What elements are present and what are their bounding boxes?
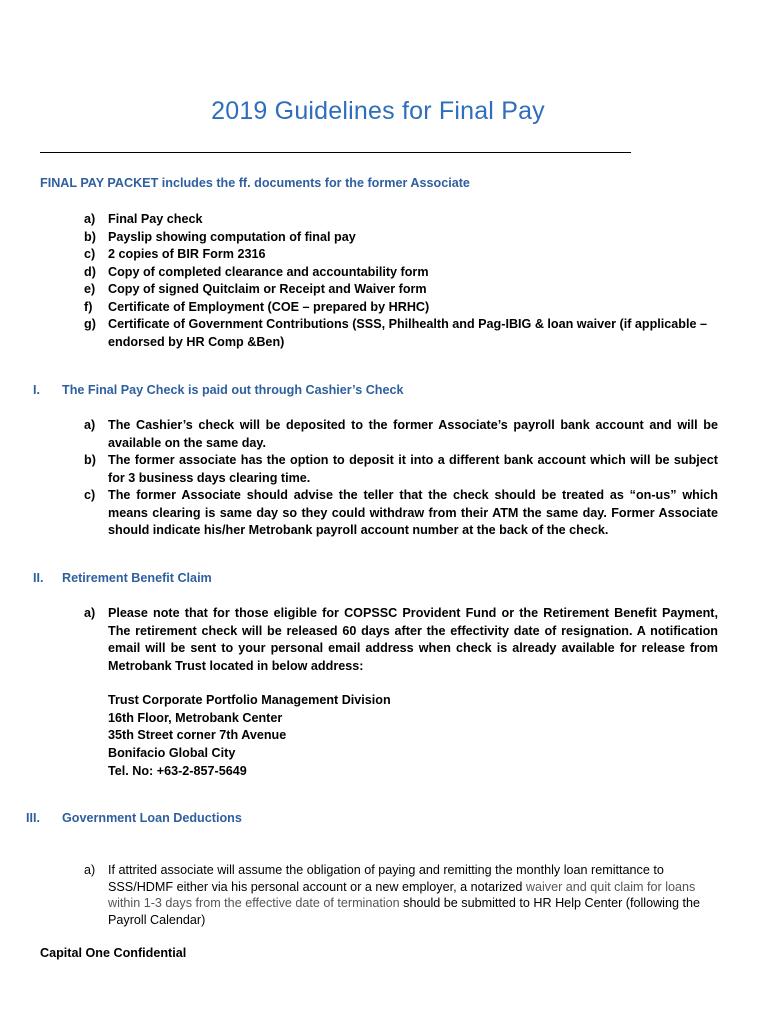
list-item: a) The Cashier’s check will be deposited to the former Associate’s payroll bank account and will be available on the same day. xyxy=(84,418,718,450)
section-2-numeral: II. xyxy=(33,571,44,585)
address-line: Tel. No: +63-2-857-5649 xyxy=(108,763,247,778)
list-item: d) Copy of completed clearance and accountability form xyxy=(84,264,429,279)
section-3-numeral: III. xyxy=(26,811,40,825)
section-1-heading: The Final Pay Check is paid out through Cashier’s Check xyxy=(62,383,404,397)
list-item: a) Please note that for those eligible for COPSSC Provident Fund or the Retirement Benefit Payment, The retirement check will be released 60 days after the effectivity date of resignation. A notification email will be sent to your personal email address when check is already available for release from Metrobank Trust located in below address: xyxy=(84,606,718,673)
section-3-heading: Government Loan Deductions xyxy=(62,811,242,825)
loan-deduction-text: If attrited associate will assume the obligation of paying and remitting the monthly loan remittance to SSS/HDMF either via his personal account or a new employer, a notarized waiver and quit claim for loans within 1-3 days from the effective date of termination should be submitted to HR Help Center (following the Payroll Calendar) xyxy=(108,863,700,927)
section-1-numeral: I. xyxy=(33,383,40,397)
address-line: Trust Corporate Portfolio Management Division xyxy=(108,693,391,707)
section-1-list xyxy=(84,417,718,540)
trust-address xyxy=(108,692,391,781)
list-item: g) Certificate of Government Contributions (SSS, Philhealth and Pag-IBIG & loan waiver (if applicable – endorsed by HR Comp &Ben) xyxy=(84,317,707,349)
title-underline xyxy=(40,152,631,153)
list-item: c) 2 copies of BIR Form 2316 xyxy=(84,247,266,261)
list-item: b) Payslip showing computation of final pay xyxy=(84,229,356,244)
section-2-heading: Retirement Benefit Claim xyxy=(62,571,212,585)
confidential-footer: Capital One Confidential xyxy=(40,946,187,960)
section-3-list xyxy=(84,862,724,928)
address-line: 16th Floor, Metrobank Center xyxy=(108,710,283,725)
list-item: e) Copy of signed Quitclaim or Receipt and Waiver form xyxy=(84,282,427,296)
list-item: f) Certificate of Employment (COE – prepared by HRHC) xyxy=(84,299,430,314)
packet-heading: FINAL PAY PACKET includes the ff. documents for the former Associate xyxy=(40,176,470,190)
section-2-list xyxy=(84,605,718,675)
list-item: b) The former associate has the option to deposit it into a different bank account which will be subject for 3 business days clearing time. xyxy=(84,453,718,485)
address-line: 35th Street corner 7th Avenue xyxy=(108,728,287,743)
document-title: 2019 Guidelines for Final Pay xyxy=(211,97,545,125)
address-line: Bonifacio Global City xyxy=(108,746,236,761)
list-item: a) Final Pay check xyxy=(84,212,203,226)
packet-list xyxy=(84,211,724,351)
list-item: a) If attrited associate will assume the obligation of paying and remitting the monthly loan remittance to SSS/HDMF either via his personal account or a new employer, a notarized waiver and quit claim for loans within 1-3 days from the effective date of termination should be submitted to HR Help Center (following the Payroll Calendar) xyxy=(84,862,724,928)
list-item: c) The former Associate should advise the teller that the check should be treated as “on-us” which means clearing is same day so they could withdraw from their ATM the same day. Former Associate should indicate his/her Metrobank payroll account number at the back of the check. xyxy=(84,488,718,537)
